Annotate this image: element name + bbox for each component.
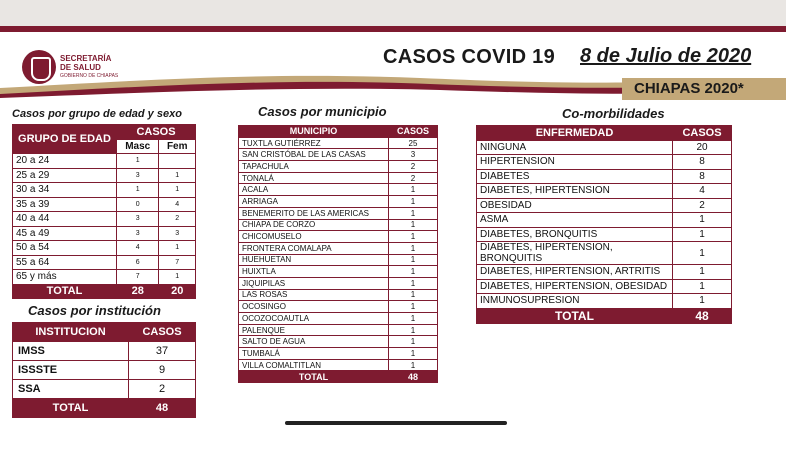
table-row <box>477 213 732 228</box>
institucion-title: Casos por institución <box>28 303 161 318</box>
row-label: PALENQUE <box>239 324 389 336</box>
row-label: ACALA <box>239 184 389 196</box>
row-label: TAPACHULA <box>239 161 389 173</box>
row-value: 1 <box>389 348 438 360</box>
col-casos: CASOS <box>389 126 438 138</box>
row-value: 1 <box>673 242 732 265</box>
row-label: VILLA COMALTITLAN <box>239 359 389 371</box>
row-value: 3 <box>117 212 159 227</box>
mun-total-value: 48 <box>389 371 438 383</box>
row-value: 2 <box>389 161 438 173</box>
row-value: 1 <box>389 289 438 301</box>
table-row <box>239 348 438 360</box>
row-label: IMSS <box>13 342 129 361</box>
table-row <box>477 242 732 265</box>
comorbilidades-table <box>476 125 732 324</box>
row-label: 40 a 44 <box>13 212 117 227</box>
col-municipio: MUNICIPIO <box>239 126 389 138</box>
row-label: DIABETES, BRONQUITIS <box>477 227 673 242</box>
row-label: CHIAPA DE CORZO <box>239 219 389 231</box>
col-masc: Masc <box>117 139 159 154</box>
row-label: DIABETES, HIPERTENSION, OBESIDAD <box>477 279 673 294</box>
municipio-table <box>238 125 438 383</box>
row-label: 50 a 54 <box>13 241 117 256</box>
table-row <box>239 301 438 313</box>
row-value: 2 <box>673 198 732 213</box>
row-label: SSA <box>13 380 129 399</box>
row-label: SALTO DE AGUA <box>239 336 389 348</box>
row-value: 1 <box>673 294 732 309</box>
table-row <box>13 241 196 256</box>
table-row <box>239 137 438 149</box>
row-label: 35 a 39 <box>13 197 117 212</box>
table-row <box>239 289 438 301</box>
row-label: TUMBALÁ <box>239 348 389 360</box>
logo-line1: SECRETARÍA <box>60 53 112 63</box>
edad-total-masc: 28 <box>117 284 159 299</box>
table-row <box>239 219 438 231</box>
row-value: 1 <box>389 301 438 313</box>
table-row <box>239 149 438 161</box>
page-date: 8 de Julio de 2020 <box>580 45 752 67</box>
edad-table <box>12 124 196 299</box>
table-row <box>477 265 732 280</box>
row-label: FRONTERA COMALAPA <box>239 242 389 254</box>
row-value <box>159 154 196 169</box>
row-value: 7 <box>117 270 159 285</box>
table-row <box>477 140 732 155</box>
row-label: OBESIDAD <box>477 198 673 213</box>
row-label: DIABETES, HIPERTENSION, ARTRITIS <box>477 265 673 280</box>
top-stripe <box>0 0 786 26</box>
row-label: NINGUNA <box>477 140 673 155</box>
table-row <box>239 161 438 173</box>
row-value: 3 <box>117 226 159 241</box>
table-row <box>477 294 732 309</box>
inst-total-label: TOTAL <box>13 399 129 418</box>
table-row <box>13 380 196 399</box>
table-row <box>239 207 438 219</box>
row-label: 45 a 49 <box>13 226 117 241</box>
row-value: 25 <box>389 137 438 149</box>
table-row <box>13 342 196 361</box>
row-value: 1 <box>389 231 438 243</box>
col-enfermedad: ENFERMEDAD <box>477 126 673 141</box>
row-value: 1 <box>389 277 438 289</box>
row-label: HUEHUETAN <box>239 254 389 266</box>
table-row <box>239 336 438 348</box>
row-value: 1 <box>389 207 438 219</box>
row-label: DIABETES <box>477 169 673 184</box>
table-row <box>239 324 438 336</box>
table-row <box>477 227 732 242</box>
row-value: 9 <box>129 361 196 380</box>
comorbilidades-title: Co-morbilidades <box>562 106 665 121</box>
row-value: 3 <box>159 226 196 241</box>
row-label: ISSSTE <box>13 361 129 380</box>
row-label: INMUNOSUPRESION <box>477 294 673 309</box>
row-label: 30 a 34 <box>13 183 117 198</box>
table-row <box>13 255 196 270</box>
row-value: 1 <box>389 219 438 231</box>
table-row <box>13 183 196 198</box>
row-value: 0 <box>117 197 159 212</box>
table-row <box>13 212 196 227</box>
col-casos: CASOS <box>129 323 196 342</box>
row-label: JIQUIPILAS <box>239 277 389 289</box>
row-label: DIABETES, HIPERTENSION <box>477 184 673 199</box>
com-total-value: 48 <box>673 308 732 323</box>
row-value: 1 <box>673 279 732 294</box>
row-value: 1 <box>117 154 159 169</box>
row-label: DIABETES, HIPERTENSION, BRONQUITIS <box>477 242 673 265</box>
row-value: 3 <box>117 168 159 183</box>
institucion-table <box>12 322 196 418</box>
row-value: 1 <box>389 324 438 336</box>
row-value: 1 <box>159 183 196 198</box>
table-row <box>13 154 196 169</box>
row-label: TONALÁ <box>239 172 389 184</box>
table-row <box>239 231 438 243</box>
row-value: 2 <box>159 212 196 227</box>
row-value: 1 <box>673 227 732 242</box>
table-row <box>239 266 438 278</box>
table-row <box>239 254 438 266</box>
row-value: 2 <box>129 380 196 399</box>
com-total-label: TOTAL <box>477 308 673 323</box>
row-value: 1 <box>389 359 438 371</box>
inst-total-value: 48 <box>129 399 196 418</box>
table-row <box>477 184 732 199</box>
seal-icon <box>22 50 56 84</box>
mun-total-label: TOTAL <box>239 371 389 383</box>
row-value: 1 <box>159 270 196 285</box>
row-label: CHICOMUSELO <box>239 231 389 243</box>
row-label: 25 a 29 <box>13 168 117 183</box>
row-label: HUIXTLA <box>239 266 389 278</box>
table-row <box>239 184 438 196</box>
edad-title: Casos por grupo de edad y sexo <box>12 108 182 120</box>
row-value: 1 <box>389 242 438 254</box>
table-row <box>477 155 732 170</box>
row-label: ASMA <box>477 213 673 228</box>
row-label: 55 a 64 <box>13 255 117 270</box>
row-value: 1 <box>389 266 438 278</box>
table-row <box>239 196 438 208</box>
col-fem: Fem <box>159 139 196 154</box>
table-row <box>239 172 438 184</box>
table-row <box>13 197 196 212</box>
table-row <box>239 242 438 254</box>
edad-total-label: TOTAL <box>13 284 117 299</box>
table-row <box>239 359 438 371</box>
row-label: LAS ROSAS <box>239 289 389 301</box>
col-grupo-edad: GRUPO DE EDAD <box>13 125 117 154</box>
row-value: 1 <box>389 196 438 208</box>
table-row <box>477 279 732 294</box>
table-row <box>13 270 196 285</box>
logo-line3: GOBIERNO DE CHIAPAS <box>60 72 119 79</box>
row-value: 4 <box>159 197 196 212</box>
row-value: 4 <box>673 184 732 199</box>
row-value: 1 <box>673 265 732 280</box>
row-label: OCOSINGO <box>239 301 389 313</box>
row-label: SAN CRISTÓBAL DE LAS CASAS <box>239 149 389 161</box>
row-value: 2 <box>389 172 438 184</box>
row-value: 1 <box>673 213 732 228</box>
row-label: HIPERTENSION <box>477 155 673 170</box>
row-value: 3 <box>389 149 438 161</box>
secretaria-salud-logo <box>22 50 118 84</box>
table-row <box>239 277 438 289</box>
col-institucion: INSTITUCION <box>13 323 129 342</box>
row-label: TUXTLA GUTIÉRREZ <box>239 137 389 149</box>
table-row <box>13 226 196 241</box>
table-row <box>239 313 438 325</box>
row-value: 1 <box>159 241 196 256</box>
table-row <box>477 169 732 184</box>
row-value: 1 <box>389 313 438 325</box>
edad-total-fem: 20 <box>159 284 196 299</box>
row-value: 37 <box>129 342 196 361</box>
row-value: 4 <box>117 241 159 256</box>
row-value: 1 <box>389 336 438 348</box>
row-label: BENEMERITO DE LAS AMERICAS <box>239 207 389 219</box>
row-value: 1 <box>117 183 159 198</box>
col-casos: CASOS <box>673 126 732 141</box>
page-title: CASOS COVID 19 <box>383 46 556 68</box>
scroll-indicator <box>285 421 507 425</box>
municipio-title: Casos por municipio <box>258 104 387 119</box>
row-label: OCOZOCOAUTLA <box>239 313 389 325</box>
col-casos: CASOS <box>117 125 196 140</box>
row-label: ARRIAGA <box>239 196 389 208</box>
logo-line2: DE SALUD <box>60 62 101 72</box>
region-badge: CHIAPAS 2020* <box>622 78 786 100</box>
row-value: 1 <box>389 184 438 196</box>
row-value: 8 <box>673 155 732 170</box>
row-label: 65 y más <box>13 270 117 285</box>
table-row <box>477 198 732 213</box>
table-row <box>13 361 196 380</box>
row-value: 6 <box>117 255 159 270</box>
row-value: 20 <box>673 140 732 155</box>
row-value: 8 <box>673 169 732 184</box>
row-value: 7 <box>159 255 196 270</box>
table-row <box>13 168 196 183</box>
row-value: 1 <box>389 254 438 266</box>
row-value: 1 <box>159 168 196 183</box>
row-label: 20 a 24 <box>13 154 117 169</box>
